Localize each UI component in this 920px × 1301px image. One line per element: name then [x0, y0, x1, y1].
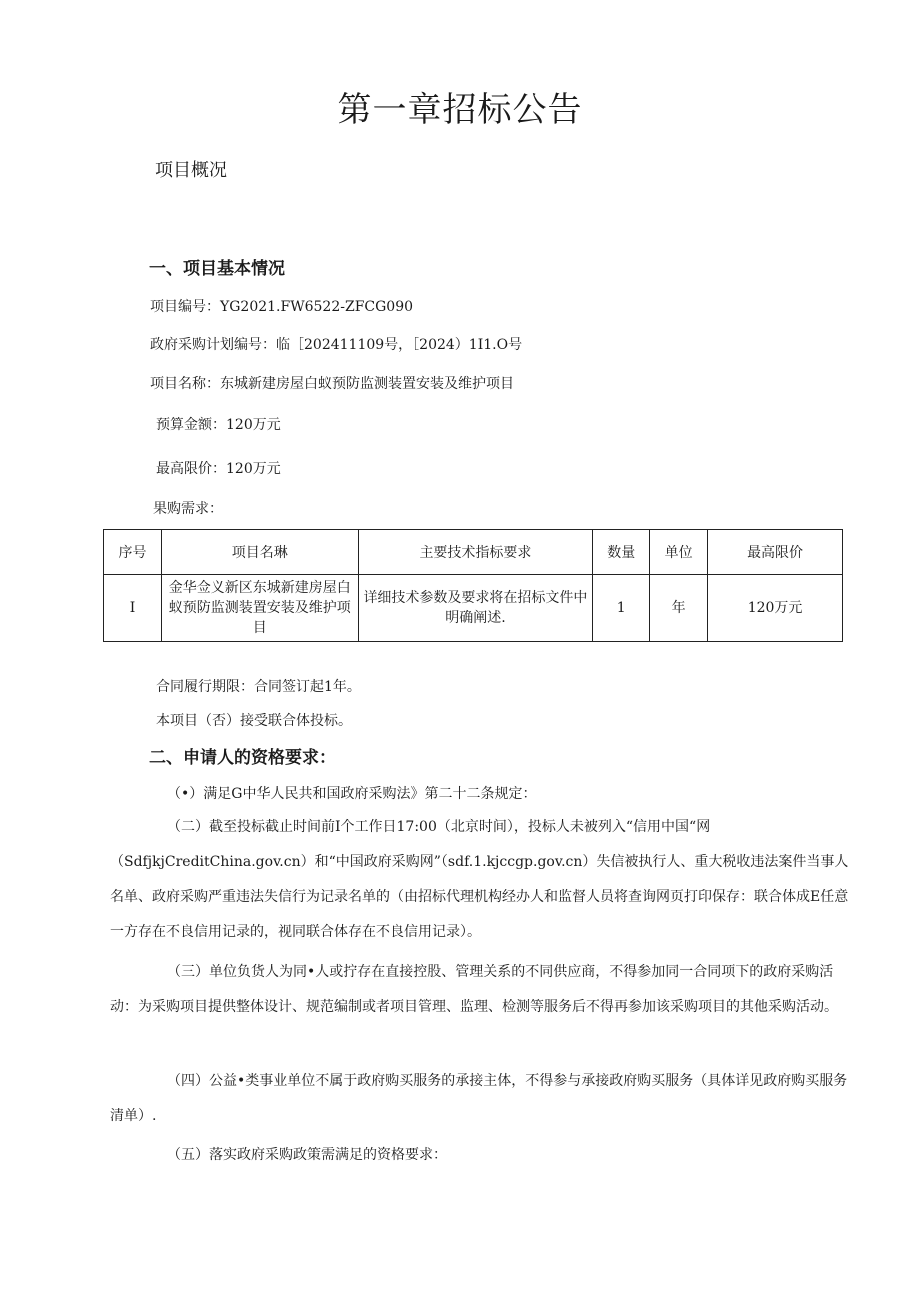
table-cell: 120万元	[708, 575, 843, 642]
section1-heading: 一、项目基本情况	[149, 259, 285, 279]
consortium-note: 本项目（否）接受联合体投标。	[156, 713, 352, 729]
requirement-3: （三）单位负货人为同•人或拧存在直接控股、管理关系的不同供应商，不得参加同一合同项下的政府采购活动：为采购项目提供整体设计、规范编制或者项目管理、监理、检测等服务后不得再参加该采购项目的其他采购活动。	[110, 964, 838, 1015]
header-cell: 序号	[104, 530, 162, 575]
requirement-4: （四）公益•类事业单位不属于政府购买服务的承接主体，不得参与承接政府购买服务（具体详见政府购买服务清单）.	[110, 1073, 848, 1124]
demand-label: 果购需求：	[153, 501, 223, 517]
table-row	[104, 575, 843, 642]
project-number: 项目编号：YG2021.FW6522-ZFCG090	[150, 299, 414, 315]
page-title: 第一章招标公告	[337, 90, 583, 130]
requirement-2: （二）截至投标截止时间前I个工作日17:00（北京时间），投标人未被列入“信用中国“网（SdfjkjCreditChina.gov.cn）和“中国政府采购网”（sdf.1.kjccgp.gov.cn）失信被执行人、重大税收违法案件当事人名单、政府采购严重违法失信行为记录名单的（由招标代理机构经办人和监督人员将查询网页打印保存：联合体成E任意一方存在不良信用记录的，视同联合体存在不良信用记录）。	[110, 819, 849, 940]
table-cell: 金华佥义新区东城新建房屋白蚁预防监测装置安装及维护项目	[161, 575, 358, 642]
section2-heading: 二、申请人的资格要求：	[149, 748, 336, 768]
header-cell: 最高限价	[708, 530, 843, 575]
overview-heading: 项目概况	[155, 160, 227, 181]
budget-amount: 预算金额：120万元	[156, 417, 281, 433]
contract-period: 合同履行期限：合同签订起1年。	[156, 679, 361, 695]
table-cell: 1	[593, 575, 650, 642]
max-price: 最高限价：120万元	[156, 461, 281, 477]
table-cell: 详细技术参数及要求将在招标文件中明确阐述.	[358, 575, 593, 642]
table-header-row	[104, 530, 843, 575]
table-cell: I	[104, 575, 162, 642]
header-cell: 单位	[650, 530, 708, 575]
header-cell: 项目名琳	[161, 530, 358, 575]
requirement-5: （五）落实政府采购政策需满足的资格要求：	[167, 1147, 447, 1163]
procurement-table	[103, 529, 843, 642]
requirement-1: （•）满足G中华人民共和国政府采购法》第二十二条规定：	[167, 786, 537, 802]
project-name: 项目名称：东城新建房屋白蚁预防监测装置安装及维护项目	[150, 376, 514, 392]
plan-number: 政府采购计划编号：临［202411109号，［2024）1I1.O号	[150, 337, 523, 353]
header-cell: 主要技术指标要求	[358, 530, 593, 575]
table-cell: 年	[650, 575, 708, 642]
header-cell: 数量	[593, 530, 650, 575]
